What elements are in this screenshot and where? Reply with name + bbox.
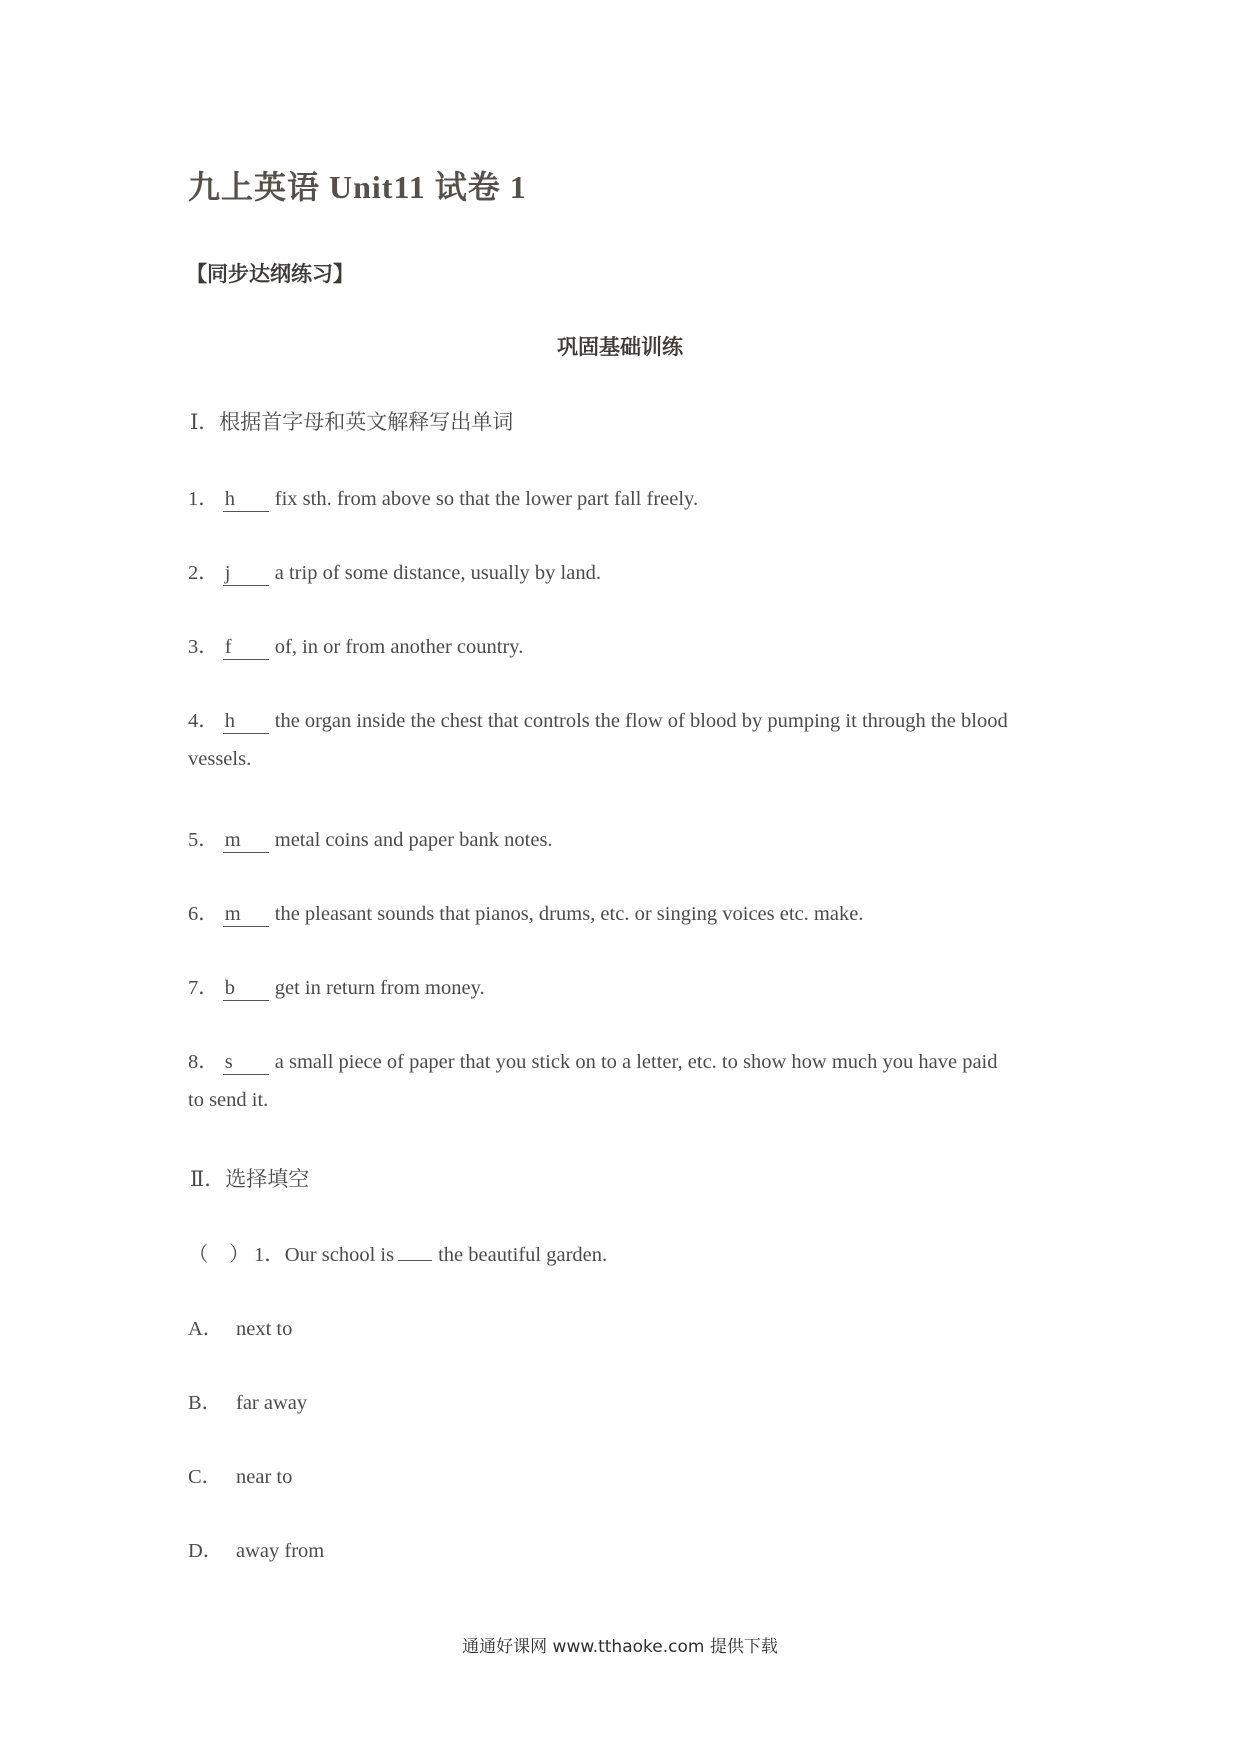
option-letter: A． <box>188 1318 224 1340</box>
item-number: 5． <box>188 829 219 851</box>
item-text: metal coins and paper bank notes. <box>274 829 553 851</box>
option-letter: D． <box>188 1540 224 1562</box>
answer-blank[interactable]: m <box>223 830 269 853</box>
option-text: away from <box>236 1540 325 1562</box>
item-text: of, in or from another country. <box>274 636 524 658</box>
answer-blank[interactable]: b <box>223 978 269 1001</box>
part1-item-4-continuation: vessels. <box>188 748 252 770</box>
option-text: next to <box>236 1318 293 1340</box>
option-text: far away <box>236 1392 308 1414</box>
option-letter: B． <box>188 1392 223 1414</box>
section-tag: 【同步达纲练习】 <box>186 262 354 286</box>
part1-item-6 <box>188 896 863 927</box>
part1-item-7 <box>188 970 485 1001</box>
item-number: 1． <box>188 488 219 510</box>
item-text: get in return from money. <box>274 977 485 999</box>
part1-item-4 <box>188 703 1008 734</box>
item-number: 3． <box>188 636 219 658</box>
question-blank[interactable] <box>398 1260 432 1261</box>
question-text-before: Our school is <box>284 1244 395 1266</box>
item-number: 4． <box>188 710 219 732</box>
part1-item-2 <box>188 555 601 586</box>
answer-blank[interactable]: h <box>223 711 269 734</box>
option-b[interactable] <box>188 1385 307 1415</box>
part2-heading: Ⅱ．选择填空 <box>190 1167 310 1191</box>
option-text: near to <box>236 1466 293 1488</box>
item-number: 7． <box>188 977 219 999</box>
item-text: the pleasant sounds that pianos, drums, etc. or singing voices etc. make. <box>274 903 864 925</box>
part1-item-8-continuation: to send it. <box>188 1089 269 1111</box>
answer-blank[interactable]: m <box>223 904 269 927</box>
answer-parentheses[interactable]: （ ） <box>188 1244 250 1266</box>
part1-item-8 <box>188 1044 998 1075</box>
item-text: fix sth. from above so that the lower part fall freely. <box>274 488 699 510</box>
part1-item-1 <box>188 481 698 512</box>
document-title: 九上英语 Unit11 试卷 1 <box>188 169 527 205</box>
answer-blank[interactable]: j <box>223 563 269 586</box>
answer-blank[interactable]: f <box>223 637 269 660</box>
sub-title: 巩固基础训练 <box>557 335 683 359</box>
item-text: a trip of some distance, usually by land. <box>274 562 601 584</box>
answer-blank[interactable]: s <box>223 1052 269 1075</box>
item-text: the organ inside the chest that controls the flow of blood by pumping it through the blood <box>274 710 1008 732</box>
item-number: 8． <box>188 1051 219 1073</box>
option-d[interactable] <box>188 1533 324 1563</box>
part1-heading: Ⅰ．根据首字母和英文解释写出单词 <box>190 410 514 434</box>
option-letter: C． <box>188 1466 223 1488</box>
page-footer: 通通好课网 www.tthaoke.com 提供下载 <box>462 1637 778 1657</box>
answer-blank[interactable]: h <box>223 489 269 512</box>
question-text-after: the beautiful garden. <box>438 1244 608 1266</box>
part2-question-1 <box>188 1237 607 1267</box>
part1-item-3 <box>188 629 523 660</box>
part1-item-5 <box>188 822 553 853</box>
item-number: 6． <box>188 903 219 925</box>
option-c[interactable] <box>188 1459 292 1489</box>
item-number: 2． <box>188 562 219 584</box>
question-number: 1． <box>254 1244 285 1266</box>
item-text: a small piece of paper that you stick on to a letter, etc. to show how much you have paid <box>274 1051 998 1073</box>
option-a[interactable] <box>188 1311 292 1341</box>
